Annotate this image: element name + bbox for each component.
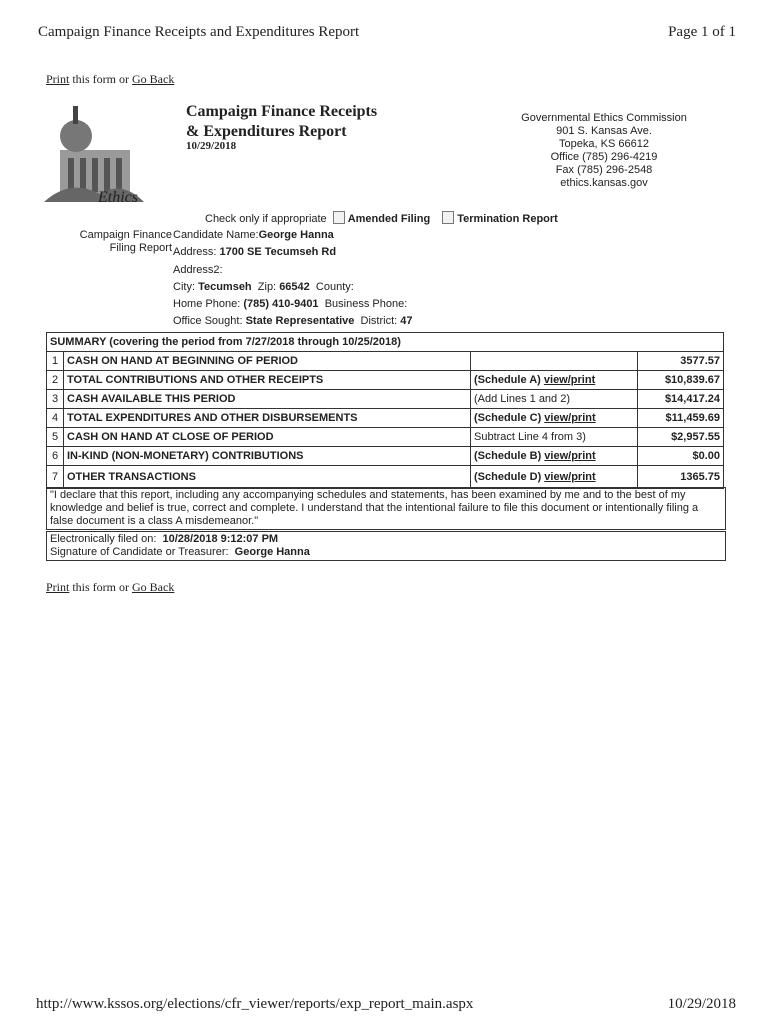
amended-checkbox[interactable] — [333, 211, 345, 224]
row-number: 3 — [47, 390, 64, 409]
summary-table — [46, 332, 724, 489]
view-print-link[interactable]: view/print — [544, 450, 596, 462]
nav-text: this form or — [69, 580, 133, 594]
row-number: 2 — [47, 371, 64, 390]
table-row — [47, 466, 724, 489]
candidate-city: Tecumseh — [198, 281, 252, 293]
row-label — [64, 447, 471, 466]
city-line — [173, 281, 354, 293]
row-label — [64, 428, 471, 447]
row-note-text: (Schedule C) — [474, 412, 545, 424]
filed-label: Electronically filed on: — [50, 533, 157, 545]
report-date: 10/29/2018 — [186, 140, 237, 152]
row-note — [471, 409, 638, 428]
office-sought: State Representative — [245, 315, 355, 327]
nav-text: this form or — [69, 72, 133, 86]
row-amount: 1365.75 — [638, 466, 724, 489]
row-note — [471, 371, 638, 390]
capitol-logo — [40, 102, 148, 210]
row-label — [64, 371, 471, 390]
address2-label: Address2: — [173, 264, 223, 276]
electronic-signature-box — [46, 531, 726, 561]
form-label — [80, 229, 172, 255]
candidate-name-line — [173, 229, 334, 241]
commission-office-phone: Office (785) 296-4219 — [550, 151, 658, 163]
city-label: City: — [173, 281, 195, 293]
row-amount: $14,417.24 — [638, 390, 724, 409]
district: 47 — [400, 315, 413, 327]
row-label-text: IN-KIND (NON-MONETARY) CONTRIBUTIONS — [67, 450, 304, 462]
footer-url: http://www.kssos.org/elections/cfr_viewer/reports/exp_report_main.aspx — [36, 996, 474, 1012]
print-link[interactable]: Print — [46, 580, 70, 594]
summary-heading — [47, 333, 724, 352]
go-back-link[interactable]: Go Back — [132, 580, 175, 594]
report-title-line2: & Expenditures Report — [186, 123, 347, 140]
footer-date: 10/29/2018 — [667, 996, 736, 1012]
commission-city: Topeka, KS 66612 — [559, 138, 649, 150]
business-phone-label: Business Phone: — [324, 298, 408, 310]
form-label-line2: Filing Report — [109, 242, 172, 254]
signature-label: Signature of Candidate or Treasurer: — [50, 546, 229, 558]
table-row — [47, 352, 724, 371]
view-print-link[interactable]: view/print — [544, 412, 596, 424]
candidate-zip: 66542 — [279, 281, 310, 293]
filed-on-line — [50, 533, 722, 546]
district-label: District: — [360, 315, 398, 327]
name-label: Candidate Name: — [173, 229, 259, 241]
view-print-link[interactable]: view/print — [544, 471, 596, 483]
amended-label: Amended Filing — [347, 213, 431, 225]
row-label-text: CASH AVAILABLE THIS PERIOD — [67, 393, 236, 405]
phone-line — [173, 298, 407, 310]
row-note — [471, 447, 638, 466]
filing-options — [205, 211, 558, 225]
row-label — [64, 352, 471, 371]
address-line — [173, 246, 336, 258]
row-number: 5 — [47, 428, 64, 447]
row-amount: 3577.57 — [638, 352, 724, 371]
table-row — [47, 390, 724, 409]
go-back-link[interactable]: Go Back — [132, 72, 175, 86]
commission-street: 901 S. Kansas Ave. — [556, 125, 652, 137]
candidate-name: George Hanna — [258, 229, 334, 241]
row-number: 1 — [47, 352, 64, 371]
row-note-text: (Schedule A) — [474, 374, 544, 386]
home-phone-label: Home Phone: — [173, 298, 241, 310]
row-amount: $11,459.69 — [638, 409, 724, 428]
signature-name: George Hanna — [234, 546, 310, 558]
summary-heading-text: SUMMARY (covering the period from 7/27/2018 through 10/25/2018) — [50, 336, 401, 348]
row-note-text: (Schedule D) — [474, 471, 545, 483]
declaration-text: "I declare that this report, including any accompanying schedules and statements, has been examined by me and to the best of my knowledge and belief is true, correct and complete. I understand that the intentional failure to file this document or intentionally filing a false document is a class A misdemeanor." — [46, 487, 726, 530]
filed-datetime: 10/28/2018 9:12:07 PM — [162, 533, 279, 545]
row-note — [471, 466, 638, 489]
row-label — [64, 390, 471, 409]
commission-address — [505, 112, 703, 190]
table-row — [47, 409, 724, 428]
row-note — [471, 390, 638, 409]
report-title-line1: Campaign Finance Receipts — [186, 103, 378, 120]
row-number: 6 — [47, 447, 64, 466]
address2-line — [173, 264, 223, 276]
report-title — [186, 102, 377, 142]
bottom-nav — [46, 580, 174, 595]
candidate-address: 1700 SE Tecumseh Rd — [219, 246, 337, 258]
page-number: Page 1 of 1 — [668, 24, 736, 40]
page-header-title: Campaign Finance Receipts and Expenditures Report — [38, 24, 360, 40]
logo-text: Ethics — [98, 189, 138, 206]
summary-heading-row — [47, 333, 724, 352]
row-amount: $2,957.55 — [638, 428, 724, 447]
commission-name: Governmental Ethics Commission — [521, 112, 687, 124]
termination-label: Termination Report — [457, 213, 558, 225]
office-line — [173, 315, 413, 327]
row-label-text: CASH ON HAND AT BEGINNING OF PERIOD — [67, 355, 299, 367]
address-label: Address: — [173, 246, 217, 258]
row-label-text: CASH ON HAND AT CLOSE OF PERIOD — [67, 431, 274, 443]
print-link[interactable]: Print — [46, 72, 70, 86]
termination-checkbox[interactable] — [442, 211, 454, 224]
commission-website: ethics.kansas.gov — [560, 177, 648, 189]
row-label-text: OTHER TRANSACTIONS — [67, 471, 196, 483]
row-label — [64, 466, 471, 489]
top-nav — [46, 72, 174, 87]
row-number: 7 — [47, 466, 64, 489]
row-note — [471, 352, 638, 371]
form-label-line1: Campaign Finance — [79, 229, 172, 241]
row-label-text: TOTAL CONTRIBUTIONS AND OTHER RECEIPTS — [67, 374, 324, 386]
row-number: 4 — [47, 409, 64, 428]
zip-label: Zip: — [257, 281, 277, 293]
county-label: County: — [315, 281, 354, 293]
table-row — [47, 428, 724, 447]
signature-line — [50, 546, 722, 559]
row-amount: $10,839.67 — [638, 371, 724, 390]
row-note-text: Subtract Line 4 from 3) — [474, 431, 586, 443]
row-label — [64, 409, 471, 428]
row-note-text: (Add Lines 1 and 2) — [474, 393, 571, 405]
office-label: Office Sought: — [173, 315, 243, 327]
table-row — [47, 447, 724, 466]
commission-fax: Fax (785) 296-2548 — [555, 164, 653, 176]
row-label-text: TOTAL EXPENDITURES AND OTHER DISBURSEMENTS — [67, 412, 358, 424]
row-amount: $0.00 — [638, 447, 724, 466]
view-print-link[interactable]: view/print — [543, 374, 596, 386]
row-note — [471, 428, 638, 447]
row-note-text: (Schedule B) — [474, 450, 545, 462]
check-label: Check only if appropriate — [205, 213, 327, 225]
table-row — [47, 371, 724, 390]
home-phone: (785) 410-9401 — [243, 298, 319, 310]
